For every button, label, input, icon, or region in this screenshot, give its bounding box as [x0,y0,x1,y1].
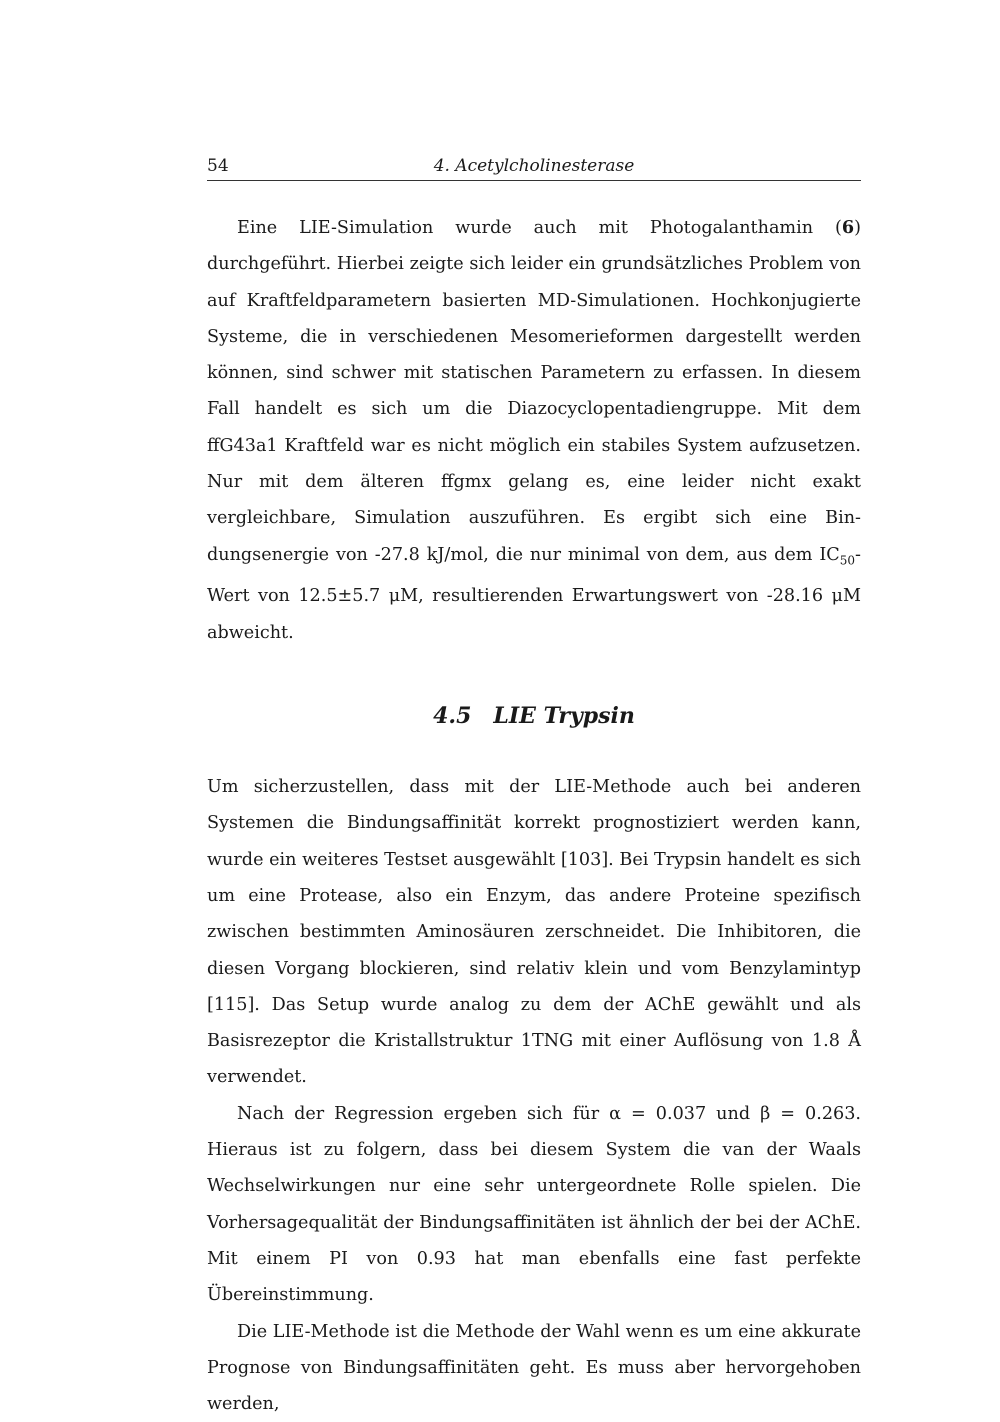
paragraph-trypsin-intro: Um sicherzustellen, dass mit der LIE-Methode auch bei anderen Systemen die Bindungsaffinität korrekt prognostiziert werden kann, wurde ein weiteres Testset ausgewählt [103]. Bei Trypsin handelt es sich um eine Protease, also ein Enzym, das andere Proteine spezifisch zwischen bestimmten Aminosäuren zerschneidet. Die Inhibitoren, die diesen Vorgang blockieren, sind relativ klein und vom Benzylamintyp [115]. Das Setup wurde analog zu dem der AChE gewählt und als Basisrezeptor die Kristallstruktur 1TNG mit einer Auflösung von 1.8 Å verwendet. [207,777,861,1088]
chapter-title: 4. Acetylcholinesterase [433,156,635,176]
section-heading [207,701,861,731]
page-number: 54 [207,156,229,176]
para1-part1: Eine LIE-Simulation wurde auch mit Photogalanthamin ( [237,218,842,238]
paragraph-lie-method: Die LIE-Methode ist die Methode der Wahl wenn es um eine akkurate Prognose von Bindungsaffinitäten geht. Es muss aber hervorgehoben werden, [207,1321,861,1415]
running-header [207,156,861,181]
para1-part3: -Wert von 12.5±5.7 μM, resultierenden Erwartungswert von -28.16 μM abweicht. [207,544,861,643]
paragraph-regression: Nach der Regression ergeben sich für α = 0.037 und β = 0.263. Hieraus ist zu folgern, dass bei diesem System die van der Waals Wechselwirkungen nur eine sehr untergeordnete Rolle spielen. Die Vorhersagequalität der Bindungsaffinitäten ist ähnlich der bei der AChE. Mit einem PI von 0.93 hat man ebenfalls eine fast perfekte Übereinstimmung. [207,1103,861,1306]
section-title: LIE Trypsin [493,703,635,730]
compound-number: 6 [841,217,855,238]
section-number: 4.5 [433,703,472,730]
body-text [207,210,861,1422]
para1-part2: ) durchgeführt. Hierbei zeigte sich leider ein grundsätzliches Problem von auf Kraftfeldparametern basierten MD-Simulationen. Hochkonjugierte Systeme, die in verschiedenen Mesomerieformen dargestellt werden können, sind schwer mit statischen Parametern zu erfassen. In diesem Fall handelt es sich um die Diazocyclopentadiengruppe. Mit dem ffG43a1 Kraftfeld war es nicht möglich ein stabiles System aufzusetzen. Nur mit dem älteren ffgmx gelang es, eine leider nicht exakt vergleichbare, Simulation auszuführen. Es ergibt sich eine Bindungsenergie von -27.8 kJ/mol, die nur minimal von dem, aus dem IC [207,218,861,565]
paragraph-photogalanthamin [207,210,861,651]
ic50-subscript: 50 [839,553,856,568]
